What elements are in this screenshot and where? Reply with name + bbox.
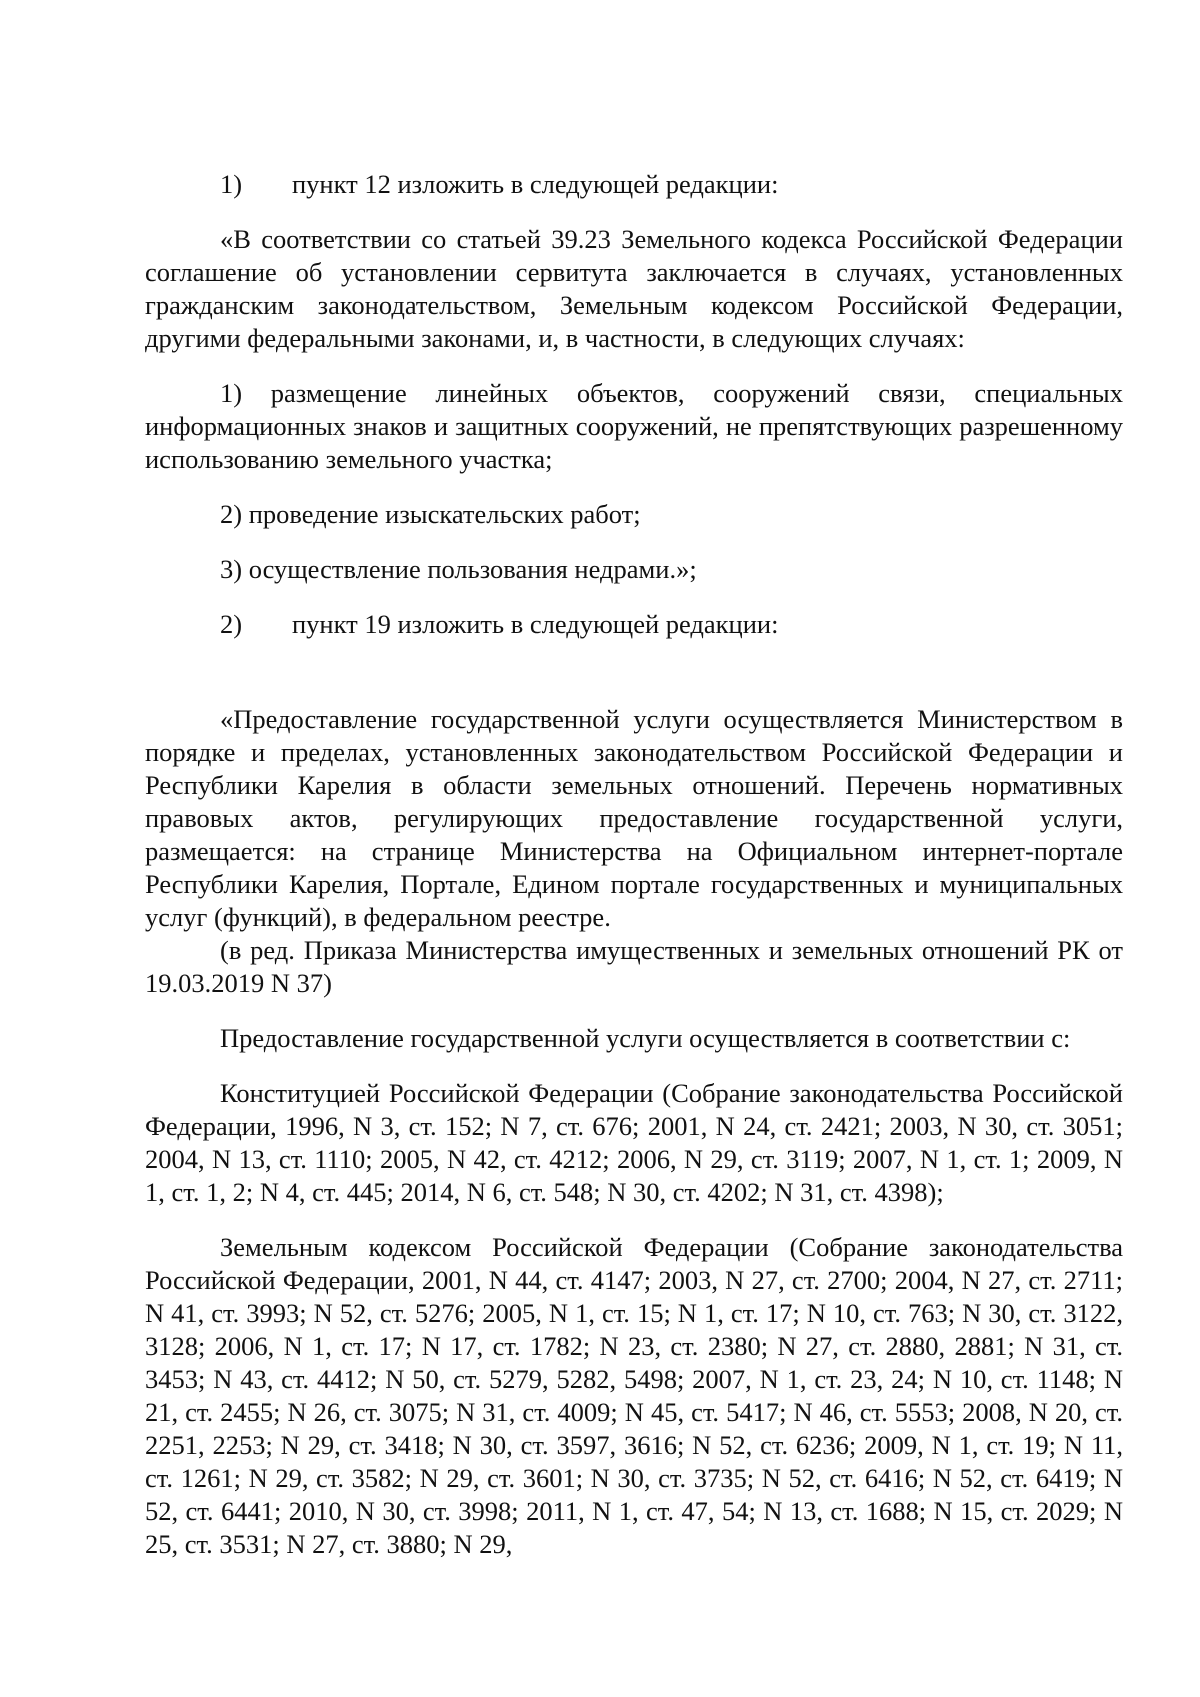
amendment-item-1 bbox=[145, 168, 1123, 201]
document-page bbox=[145, 168, 1123, 1561]
paragraph-case-1: 1) размещение линейных объектов, сооружений связи, специальных информационных знаков и защитных сооружений, не препятствующих разрешенному использованию земельного участка; bbox=[145, 378, 1123, 474]
amendment-item-2-text: пункт 19 изложить в следующей редакции: bbox=[292, 609, 779, 639]
amendment-item-1-text: пункт 12 изложить в следующей редакции: bbox=[292, 169, 779, 199]
paragraph-servitude: «В соответствии со статьей 39.23 Земельного кодекса Российской Федерации соглашение об установлении сервитута заключается в случаях, установленных гражданским законодательством, Земельным кодексом Российской Федерации, другими федеральными законами, и, в частности, в следующих случаях: bbox=[145, 224, 1123, 353]
amendment-item-1-number: 1) bbox=[220, 169, 243, 199]
paragraph-case-3: 3) осуществление пользования недрами.»; bbox=[220, 554, 697, 584]
amendment-item-2 bbox=[145, 608, 1123, 641]
paragraph-case-2: 2) проведение изыскательских работ; bbox=[220, 499, 641, 529]
paragraph-edition-note: (в ред. Приказа Министерства имущественных и земельных отношений РК от 19.03.2019 N 37) bbox=[145, 935, 1123, 998]
paragraph-service-provision: «Предоставление государственной услуги осуществляется Министерством в порядке и пределах, установленных законодательством Российской Федерации и Республики Карелия в области земельных отношений. Перечень нормативных правовых актов, регулирующих предоставление государственной услуги, размещается: на странице Министерства на Официальном интернет-портале Республики Карелия, Портале, Едином портале государственных и муниципальных услуг (функций), в федеральном реестре. bbox=[145, 704, 1123, 932]
paragraph-accordance: Предоставление государственной услуги осуществляется в соответствии с: bbox=[220, 1023, 1071, 1053]
paragraph-constitution: Конституцией Российской Федерации (Собрание законодательства Российской Федерации, 1996, N 3, ст. 152; N 7, ст. 676; 2001, N 24, ст. 2421; 2003, N 30, ст. 3051; 2004, N 13, ст. 1110; 2005, N 42, ст. 4212; 2006, N 29, ст. 3119; 2007, N 1, ст. 1; 2009, N 1, ст. 1, 2; N 4, ст. 445; 2014, N 6, ст. 548; N 30, ст. 4202; N 31, ст. 4398); bbox=[145, 1078, 1123, 1207]
amendment-item-2-number: 2) bbox=[220, 609, 243, 639]
paragraph-land-code: Земельным кодексом Российской Федерации (Собрание законодательства Российской Федерации, 2001, N 44, ст. 4147; 2003, N 27, ст. 2700; 2004, N 27, ст. 2711; N 41, ст. 3993; N 52, ст. 5276; 2005, N 1, ст. 15; N 1, ст. 17; N 10, ст. 763; N 30, ст. 3122, 3128; 2006, N 1, ст. 17; N 17, ст. 1782; N 23, ст. 2380; N 27, ст. 2880, 2881; N 31, ст. 3453; N 43, ст. 4412; N 50, ст. 5279, 5282, 5498; 2007, N 1, ст. 23, 24; N 10, ст. 1148; N 21, ст. 2455; N 26, ст. 3075; N 31, ст. 4009; N 45, ст. 5417; N 46, ст. 5553; 2008, N 20, ст. 2251, 2253; N 29, ст. 3418; N 30, ст. 3597, 3616; N 52, ст. 6236; 2009, N 1, ст. 19; N 11, ст. 1261; N 29, ст. 3582; N 29, ст. 3601; N 30, ст. 3735; N 52, ст. 6416; N 52, ст. 6419; N 52, ст. 6441; 2010, N 30, ст. 3998; 2011, N 1, ст. 47, 54; N 13, ст. 1688; N 15, ст. 2029; N 25, ст. 3531; N 27, ст. 3880; N 29, bbox=[145, 1232, 1123, 1559]
